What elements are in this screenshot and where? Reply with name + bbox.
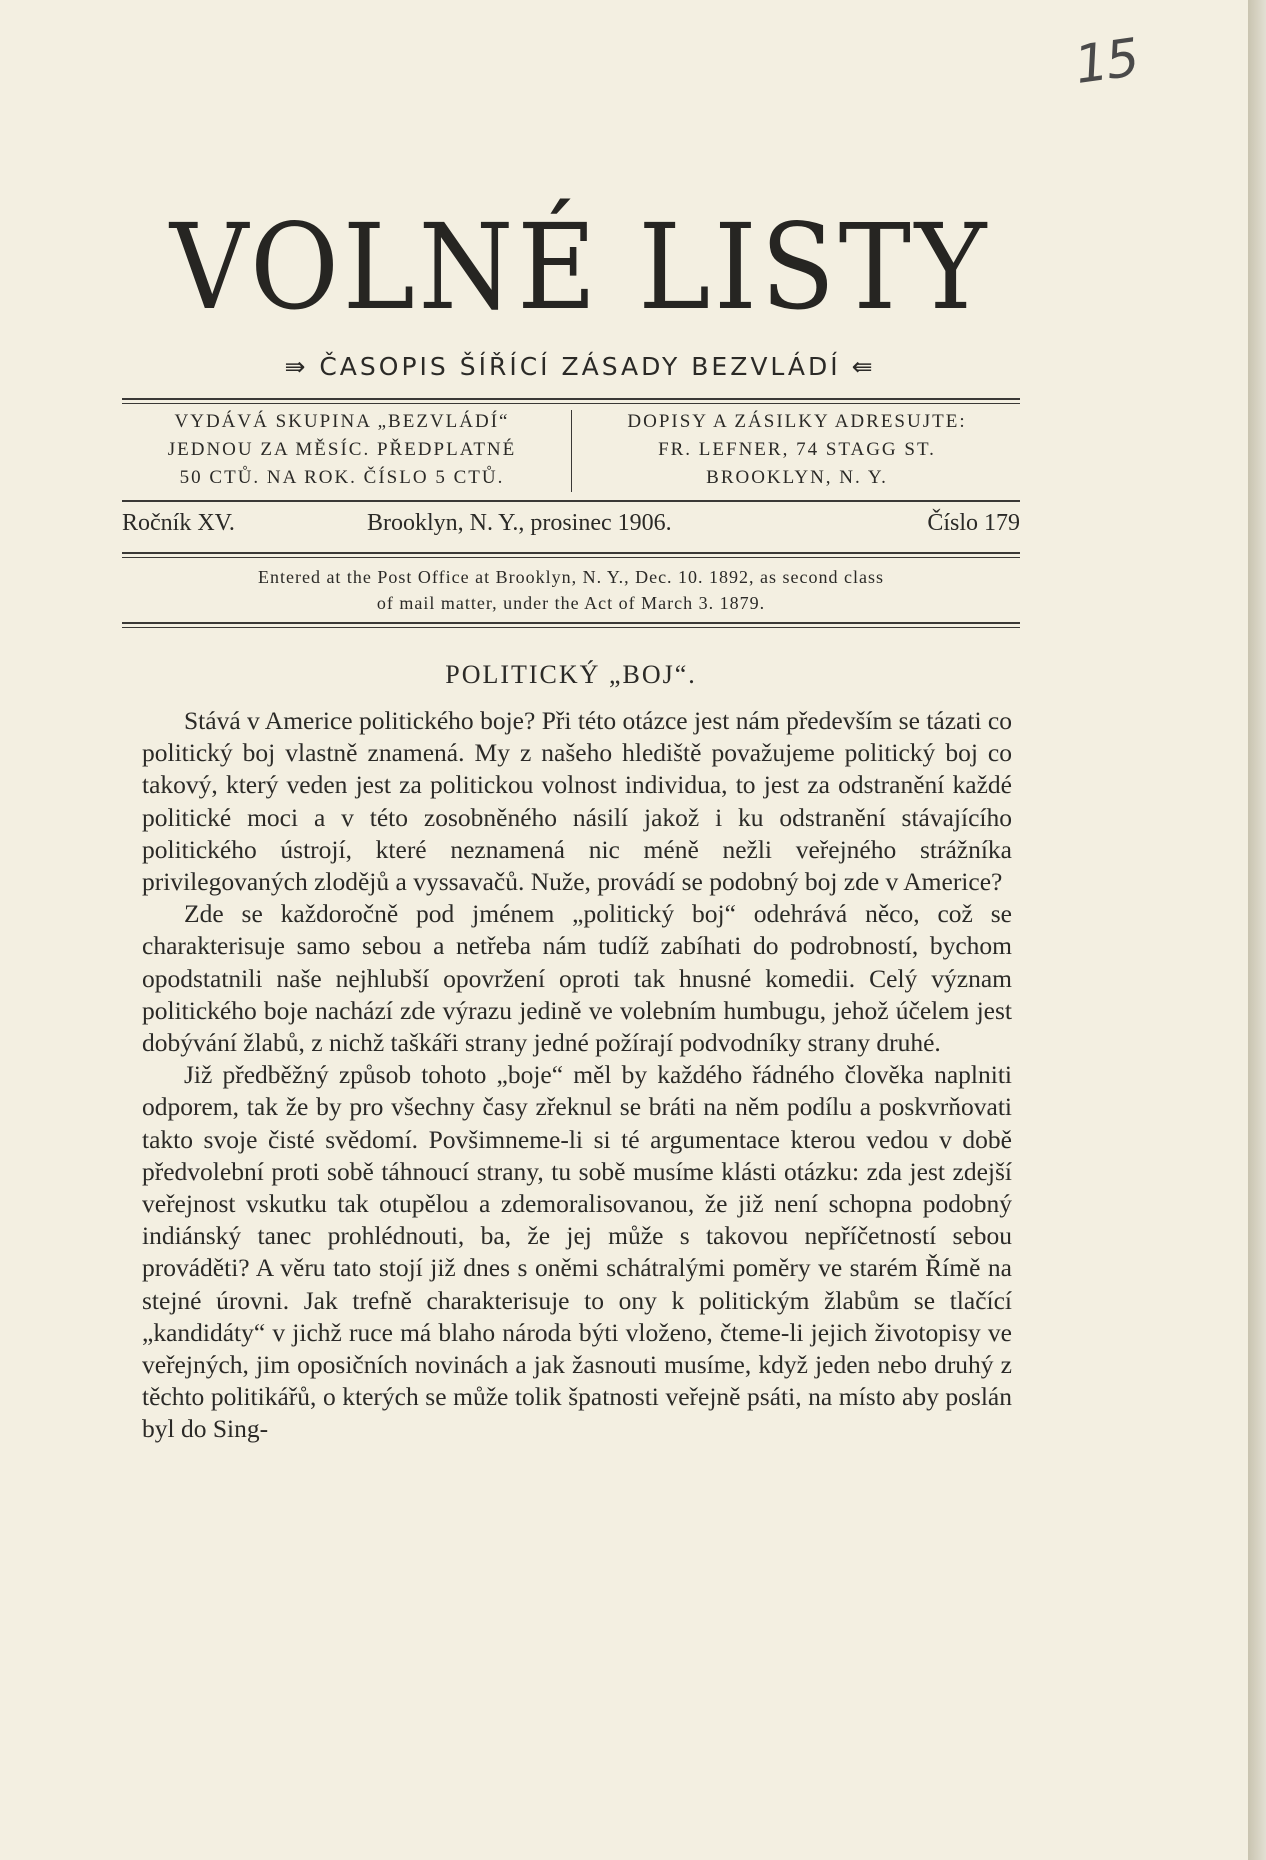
- postal-notice-line: Entered at the Post Office at Brooklyn, N. Y., Dec. 10. 1892, as second class: [257, 567, 885, 587]
- issue-number: Číslo 179: [927, 510, 1020, 536]
- volume-label: Ročník XV.: [122, 510, 235, 536]
- postal-notice-line: of mail matter, under the Act of March 3. 1879.: [376, 593, 766, 613]
- vertical-divider: [571, 410, 572, 492]
- divider-rule: [122, 627, 1020, 628]
- article-body: [142, 705, 1012, 1446]
- address-info-line: DOPISY A ZÁSILKY ADRESUJTE:: [627, 411, 967, 432]
- address-info-line: FR. LEFNER, 74 STAGG ST.: [658, 439, 936, 460]
- postal-notice: [122, 564, 1020, 616]
- masthead-title: VOLNÉ LISTY: [169, 198, 991, 336]
- divider-rule: [122, 557, 1020, 558]
- article-paragraph: Stává v Americe politického boje? Při této otázce jest nám především se tázati co politický boj vlastně znamená. My z našeho hlediště považujeme politický boj co takový, který veden jest za politickou volnost individua, to jest za odstranění každé politické moci a v této zosobněného násilí jakož i ku odstranění stávajícího politického ústrojí, které neznamená nic méně nežli veřejného strážníka privilegovaných zlodějů a vyssavačů. Nuže, provádí se podobný boj zde v Americe?: [142, 706, 1012, 897]
- publisher-info-line: JEDNOU ZA MĚSÍC. PŘEDPLATNÉ: [167, 439, 517, 460]
- divider-rule: [122, 403, 1020, 404]
- article-title: POLITICKÝ „BOJ“.: [445, 660, 697, 689]
- masthead-subtitle: ⇛ ČASOPIS ŠÍŘÍCÍ ZÁSADY BEZVLÁDÍ ⇚: [284, 352, 876, 381]
- divider-rule: [122, 552, 1020, 554]
- divider-rule: [122, 500, 1020, 502]
- address-info: [582, 408, 1012, 492]
- handwritten-page-number: 15: [1071, 27, 1142, 97]
- publisher-info-line: 50 CTŮ. NA ROK. ČÍSLO 5 CTŮ.: [179, 467, 505, 488]
- place-date: Brooklyn, N. Y., prosinec 1906.: [367, 510, 672, 536]
- issue-line: [122, 510, 1020, 540]
- article-paragraph: Již předběžný způsob tohoto „boje“ měl by každého řádného člověka naplniti odporem, tak že by pro všechny časy zřeknul se bráti na něm podílu a poskvrňovati takto svoje čisté svědomí. Povšimneme-li si té argumentace kterou vedou v době předvolební proti sobě táhnoucí strany, tu sobě musíme klásti otázku: zda jest zdejší veřejnost vskutku tak otupělou a zdemoralisovanou, že již není schopna podobný indiánský tanec prohlédnouti, ba, že jej může s takovou nepříčetností sebou prováděti? A věru tato stojí již dnes s oněmi schátralými poměry ve starém Římě na stejné úrovni. Jak trefně charakterisuje to ony k politickým žlabům se tlačící „kandidáty“ v jichž ruce má blaho národa býti vloženo, čteme-li jejich životopisy ve veřejných, jim oposičních novinách a jak žasnouti musíme, když jeden nebo druhý z těchto politikářů, o kterých se může tolik špatnosti veřejně psáti, na místo aby poslán byl do Sing-: [142, 1060, 1012, 1444]
- article-paragraph: Zde se každoročně pod jménem „politický boj“ odehrává něco, což se charakterisuje samo sebou a netřeba nám tudíž zabíhati do podrobností, bychom opodstatnili naše nejhlubší opovržení oproti tak hnusné komedii. Celý význam politického boje nachází zde výrazu jedině ve volebním humbugu, jehož účelem jest dobývání žlabů, z nichž taškáři strany jedné požírají podvodníky strany druhé.: [142, 899, 1012, 1058]
- divider-rule: [122, 622, 1020, 624]
- divider-rule: [122, 398, 1020, 400]
- address-info-line: BROOKLYN, N. Y.: [706, 467, 888, 488]
- publisher-info: [122, 408, 562, 492]
- publisher-info-line: VYDÁVÁ SKUPINA „BEZVLÁDÍ“: [174, 411, 510, 432]
- page-edge: [1248, 0, 1266, 1860]
